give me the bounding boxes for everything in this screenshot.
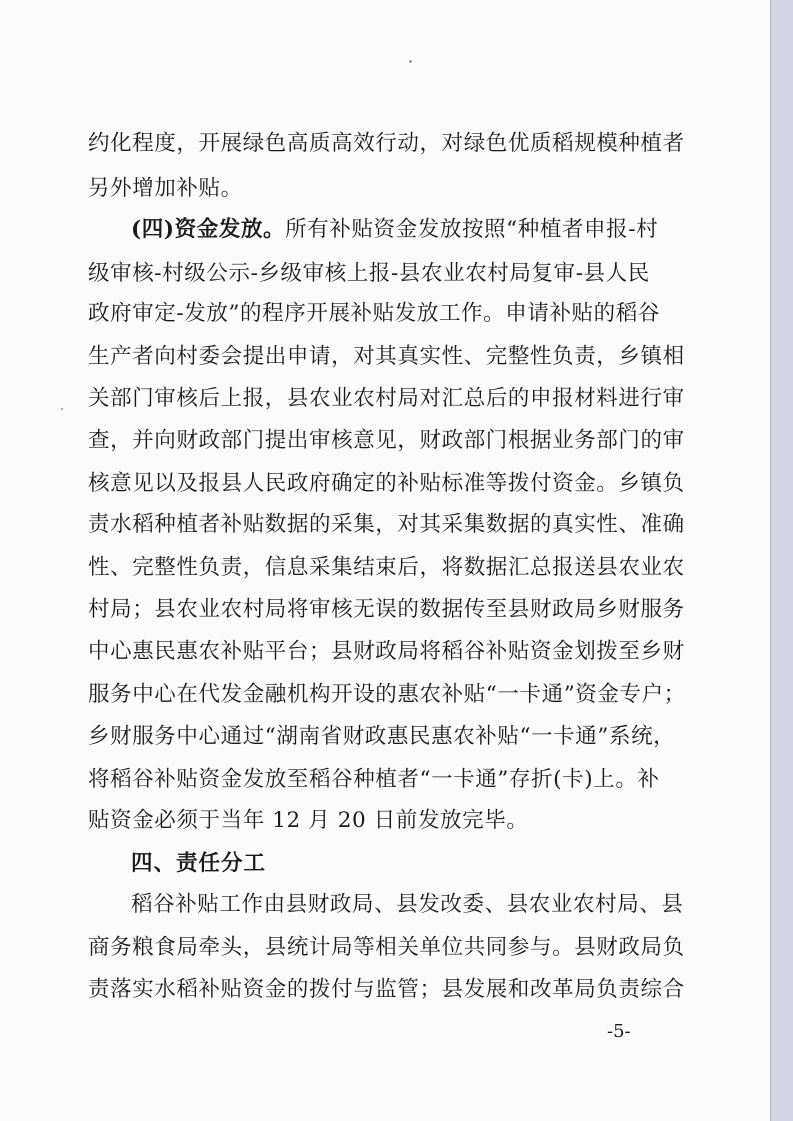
text-line: 乡财服务中心通过“湖南省财政惠民惠农补贴“一卡通”系统，	[88, 724, 676, 749]
text-line: 责落实水稻补贴资金的拨付与监管；县发展和改革局负责综合	[88, 977, 685, 1002]
section-heading: 四、责任分工	[131, 851, 267, 876]
text-line: 性、完整性负责，信息采集结束后，将数据汇总报送县农业农	[88, 555, 685, 580]
scan-edge-strip	[770, 0, 793, 1121]
text-line: 贴资金必须于当年 12 月 20 日前发放完毕。	[88, 808, 529, 833]
text-line: 所有补贴资金发放按照“种植者申报-村	[285, 217, 659, 242]
text-line: 中心惠民惠农补贴平台；县财政局将稻谷补贴资金划拨至乡财	[88, 639, 685, 664]
text-line: 生产者向村委会提出申请，对其真实性、完整性负责，乡镇相	[88, 344, 685, 369]
text-line: 级审核-村级公示-乡级审核上报-县农业农村局复审-县人民	[88, 261, 650, 286]
text-line: 关部门审核后上报，县农业农村局对汇总后的申报材料进行审	[88, 386, 685, 411]
text-line: 服务中心在代发金融机构开设的惠农补贴“一卡通”资金专户；	[88, 682, 686, 707]
text-line: 商务粮食局牵头，县统计局等相关单位共同参与。县财政局负	[88, 935, 685, 960]
text-line: 核意见以及报县人民政府确定的补贴标准等拨付资金。乡镇负	[88, 471, 685, 496]
page-number: -5-	[607, 1021, 631, 1042]
text-line: 另外增加补贴。	[88, 176, 243, 201]
subsection-paragraph-start	[131, 216, 731, 244]
subsection-title: (四)资金发放。	[131, 217, 286, 242]
text-line: 稻谷补贴工作由县财政局、县发改委、县农业农村局、县	[131, 892, 684, 917]
text-line: 责水稻种植者补贴数据的采集，对其采集数据的真实性、准确	[88, 512, 685, 537]
text-line: 政府审定-发放”的程序开展补贴发放工作。申请补贴的稻谷	[88, 301, 660, 326]
text-line: 查，并向财政部门提出审核意见，财政部门根据业务部门的审	[88, 428, 685, 453]
text-line: 将稻谷补贴资金发放至稻谷种植者“一卡通”存折(卡)上。补	[88, 767, 660, 792]
text-line: 约化程度，开展绿色高质高效行动，对绿色优质稻规模种植者	[88, 131, 685, 156]
text-line: 村局；县农业农村局将审核无误的数据传至县财政局乡财服务	[88, 597, 685, 622]
scan-speck	[409, 60, 412, 63]
scan-speck	[61, 408, 63, 410]
